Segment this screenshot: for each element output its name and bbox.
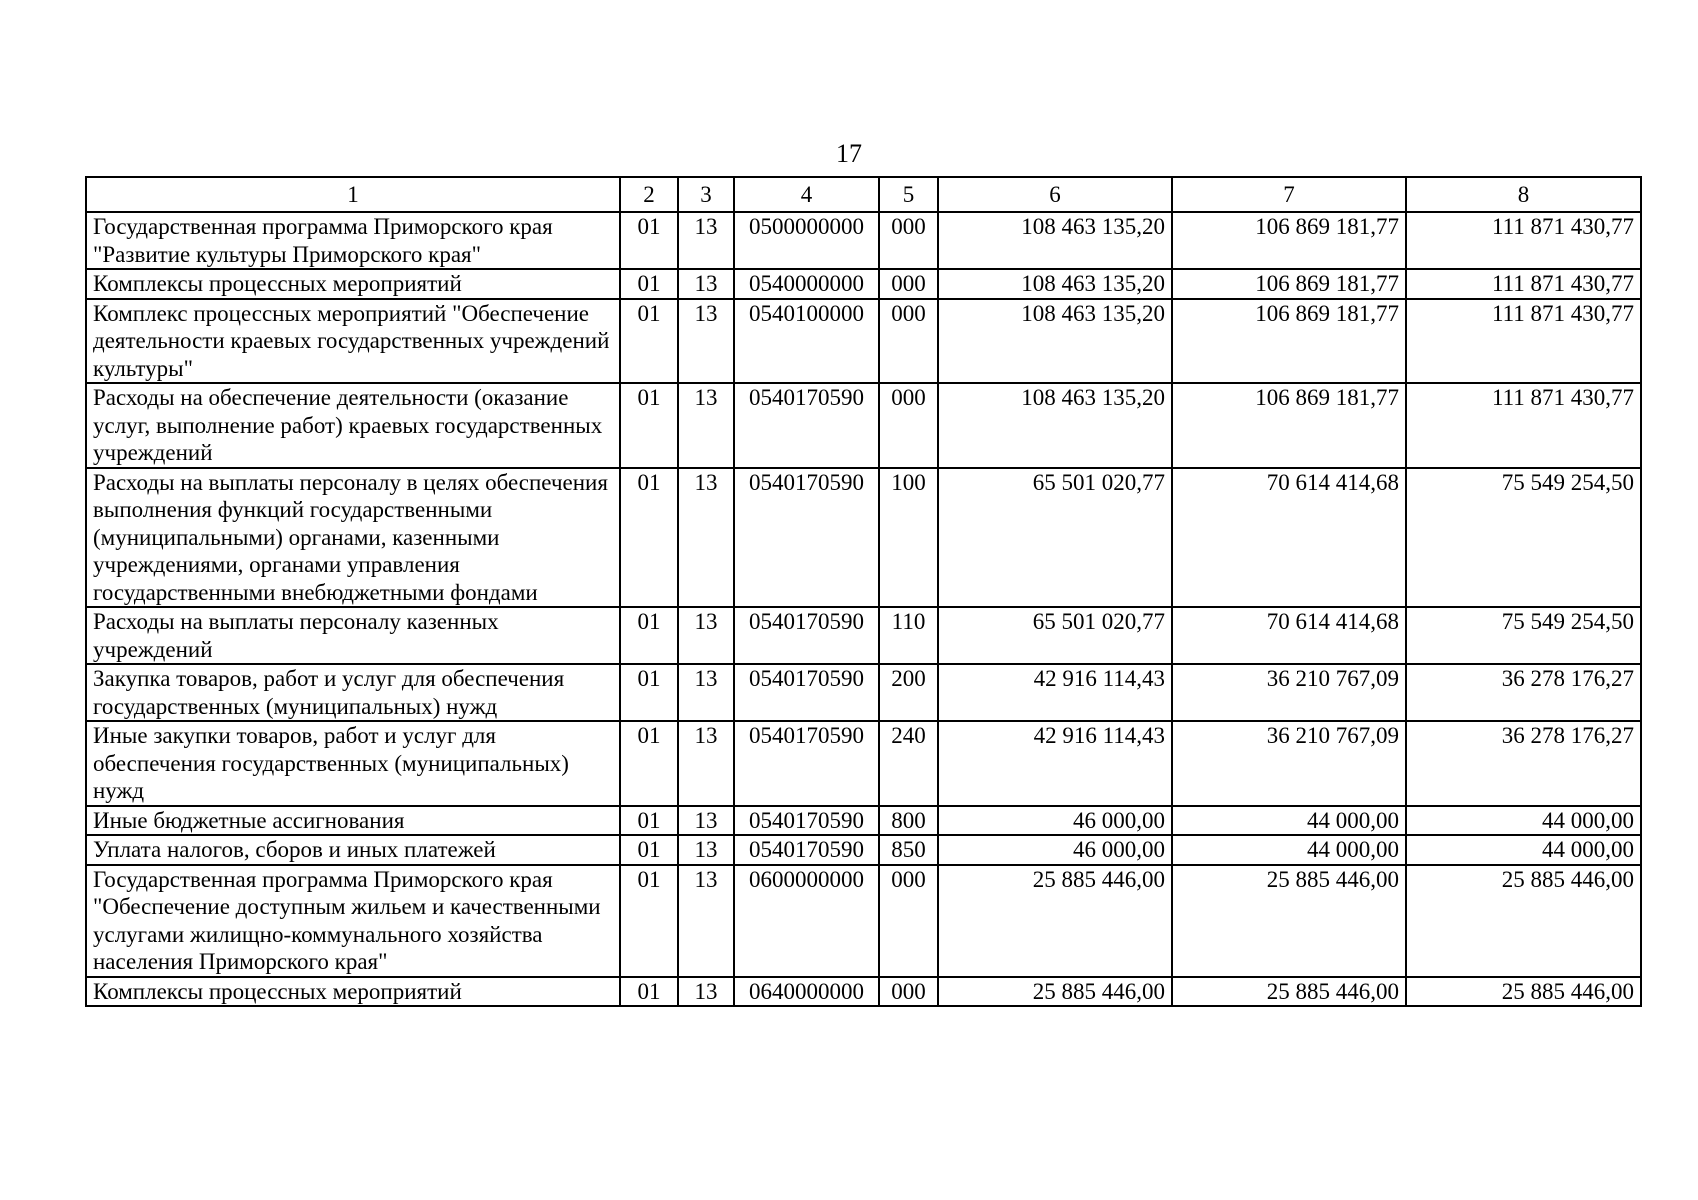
amount-col6: 65 501 020,77 bbox=[938, 607, 1172, 664]
amount-col8: 111 871 430,77 bbox=[1406, 212, 1641, 269]
section-code: 01 bbox=[620, 664, 678, 721]
amount-col7: 36 210 767,09 bbox=[1172, 721, 1406, 806]
amount-col8: 111 871 430,77 bbox=[1406, 299, 1641, 384]
section-code: 01 bbox=[620, 383, 678, 468]
amount-col6: 108 463 135,20 bbox=[938, 212, 1172, 269]
expense-type-code: 200 bbox=[879, 664, 938, 721]
expense-type-code: 000 bbox=[879, 383, 938, 468]
expense-name: Иные закупки товаров, работ и услуг для обеспечения государственных (муниципальных) нужд bbox=[86, 721, 620, 806]
expense-name: Комплексы процессных мероприятий bbox=[86, 269, 620, 299]
table-row bbox=[86, 269, 1641, 299]
amount-col7: 36 210 767,09 bbox=[1172, 664, 1406, 721]
column-header: 1 bbox=[86, 177, 620, 212]
column-header: 2 bbox=[620, 177, 678, 212]
amount-col6: 65 501 020,77 bbox=[938, 468, 1172, 608]
amount-col8: 25 885 446,00 bbox=[1406, 865, 1641, 977]
target-article-code: 0540170590 bbox=[734, 468, 879, 608]
table-row bbox=[86, 806, 1641, 836]
target-article-code: 0540100000 bbox=[734, 299, 879, 384]
expense-name: Расходы на выплаты персоналу казенных учреждений bbox=[86, 607, 620, 664]
expense-name: Комплексы процессных мероприятий bbox=[86, 977, 620, 1007]
section-code: 01 bbox=[620, 299, 678, 384]
subsection-code: 13 bbox=[678, 721, 734, 806]
amount-col8: 75 549 254,50 bbox=[1406, 607, 1641, 664]
expense-type-code: 000 bbox=[879, 269, 938, 299]
amount-col6: 42 916 114,43 bbox=[938, 721, 1172, 806]
amount-col6: 25 885 446,00 bbox=[938, 977, 1172, 1007]
column-header: 5 bbox=[879, 177, 938, 212]
target-article-code: 0500000000 bbox=[734, 212, 879, 269]
expense-name: Расходы на выплаты персоналу в целях обеспечения выполнения функций государственными (муниципальными) органами, казенными учреждениями, органами управления государственными внебюджетными фондами bbox=[86, 468, 620, 608]
expense-type-code: 000 bbox=[879, 299, 938, 384]
section-code: 01 bbox=[620, 835, 678, 865]
expense-name: Уплата налогов, сборов и иных платежей bbox=[86, 835, 620, 865]
table-row bbox=[86, 664, 1641, 721]
section-code: 01 bbox=[620, 721, 678, 806]
subsection-code: 13 bbox=[678, 383, 734, 468]
subsection-code: 13 bbox=[678, 835, 734, 865]
amount-col6: 46 000,00 bbox=[938, 835, 1172, 865]
target-article-code: 0640000000 bbox=[734, 977, 879, 1007]
amount-col7: 44 000,00 bbox=[1172, 835, 1406, 865]
amount-col8: 75 549 254,50 bbox=[1406, 468, 1641, 608]
table-row bbox=[86, 383, 1641, 468]
expense-type-code: 800 bbox=[879, 806, 938, 836]
target-article-code: 0540170590 bbox=[734, 607, 879, 664]
amount-col7: 70 614 414,68 bbox=[1172, 607, 1406, 664]
section-code: 01 bbox=[620, 977, 678, 1007]
target-article-code: 0540170590 bbox=[734, 383, 879, 468]
amount-col8: 25 885 446,00 bbox=[1406, 977, 1641, 1007]
table-row bbox=[86, 299, 1641, 384]
amount-col7: 106 869 181,77 bbox=[1172, 383, 1406, 468]
amount-col6: 25 885 446,00 bbox=[938, 865, 1172, 977]
subsection-code: 13 bbox=[678, 865, 734, 977]
expense-type-code: 000 bbox=[879, 865, 938, 977]
expense-name: Иные бюджетные ассигнования bbox=[86, 806, 620, 836]
amount-col6: 108 463 135,20 bbox=[938, 269, 1172, 299]
page-number: 17 bbox=[836, 139, 862, 168]
section-code: 01 bbox=[620, 607, 678, 664]
amount-col8: 111 871 430,77 bbox=[1406, 269, 1641, 299]
expense-name: Государственная программа Приморского края "Обеспечение доступным жильем и качественными услугами жилищно-коммунального хозяйства населения Приморского края" bbox=[86, 865, 620, 977]
column-header: 3 bbox=[678, 177, 734, 212]
section-code: 01 bbox=[620, 806, 678, 836]
amount-col6: 46 000,00 bbox=[938, 806, 1172, 836]
subsection-code: 13 bbox=[678, 607, 734, 664]
table-row bbox=[86, 977, 1641, 1007]
target-article-code: 0540000000 bbox=[734, 269, 879, 299]
amount-col7: 44 000,00 bbox=[1172, 806, 1406, 836]
amount-col8: 36 278 176,27 bbox=[1406, 721, 1641, 806]
section-code: 01 bbox=[620, 212, 678, 269]
subsection-code: 13 bbox=[678, 664, 734, 721]
target-article-code: 0540170590 bbox=[734, 835, 879, 865]
amount-col6: 108 463 135,20 bbox=[938, 299, 1172, 384]
subsection-code: 13 bbox=[678, 806, 734, 836]
table-row bbox=[86, 835, 1641, 865]
table-row bbox=[86, 607, 1641, 664]
column-header: 4 bbox=[734, 177, 879, 212]
amount-col7: 25 885 446,00 bbox=[1172, 977, 1406, 1007]
amount-col8: 36 278 176,27 bbox=[1406, 664, 1641, 721]
amount-col7: 106 869 181,77 bbox=[1172, 269, 1406, 299]
expense-type-code: 000 bbox=[879, 977, 938, 1007]
expense-name: Закупка товаров, работ и услуг для обеспечения государственных (муниципальных) нужд bbox=[86, 664, 620, 721]
subsection-code: 13 bbox=[678, 269, 734, 299]
amount-col7: 106 869 181,77 bbox=[1172, 299, 1406, 384]
table-row bbox=[86, 865, 1641, 977]
expense-type-code: 240 bbox=[879, 721, 938, 806]
amount-col8: 111 871 430,77 bbox=[1406, 383, 1641, 468]
section-code: 01 bbox=[620, 865, 678, 977]
subsection-code: 13 bbox=[678, 977, 734, 1007]
amount-col6: 108 463 135,20 bbox=[938, 383, 1172, 468]
expense-name: Расходы на обеспечение деятельности (оказание услуг, выполнение работ) краевых государственных учреждений bbox=[86, 383, 620, 468]
target-article-code: 0540170590 bbox=[734, 664, 879, 721]
section-code: 01 bbox=[620, 468, 678, 608]
amount-col8: 44 000,00 bbox=[1406, 835, 1641, 865]
target-article-code: 0600000000 bbox=[734, 865, 879, 977]
amount-col8: 44 000,00 bbox=[1406, 806, 1641, 836]
amount-col6: 42 916 114,43 bbox=[938, 664, 1172, 721]
table-row bbox=[86, 721, 1641, 806]
expense-type-code: 000 bbox=[879, 212, 938, 269]
subsection-code: 13 bbox=[678, 299, 734, 384]
subsection-code: 13 bbox=[678, 212, 734, 269]
column-header: 8 bbox=[1406, 177, 1641, 212]
target-article-code: 0540170590 bbox=[734, 721, 879, 806]
column-header: 6 bbox=[938, 177, 1172, 212]
expense-name: Комплекс процессных мероприятий "Обеспечение деятельности краевых государственных учреждений культуры" bbox=[86, 299, 620, 384]
expense-type-code: 850 bbox=[879, 835, 938, 865]
budget-table bbox=[85, 176, 1642, 1007]
section-code: 01 bbox=[620, 269, 678, 299]
amount-col7: 25 885 446,00 bbox=[1172, 865, 1406, 977]
subsection-code: 13 bbox=[678, 468, 734, 608]
expense-type-code: 100 bbox=[879, 468, 938, 608]
expense-name: Государственная программа Приморского края "Развитие культуры Приморского края" bbox=[86, 212, 620, 269]
column-number-row bbox=[86, 177, 1641, 212]
expense-type-code: 110 bbox=[879, 607, 938, 664]
amount-col7: 106 869 181,77 bbox=[1172, 212, 1406, 269]
target-article-code: 0540170590 bbox=[734, 806, 879, 836]
amount-col7: 70 614 414,68 bbox=[1172, 468, 1406, 608]
table-row bbox=[86, 468, 1641, 608]
column-header: 7 bbox=[1172, 177, 1406, 212]
table-row bbox=[86, 212, 1641, 269]
